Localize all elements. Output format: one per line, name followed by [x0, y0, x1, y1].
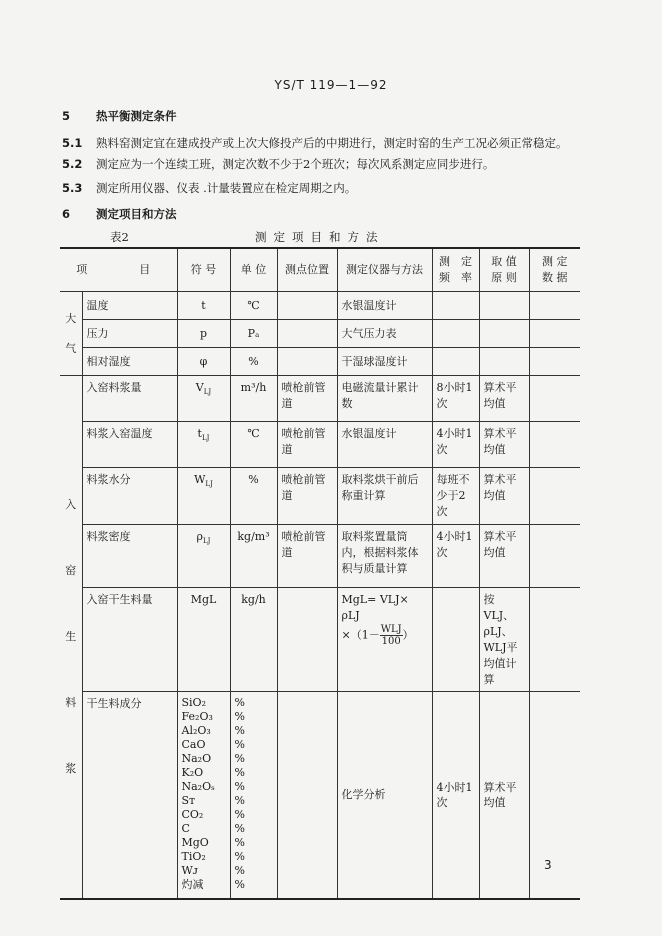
formula-suffix: ） — [402, 628, 414, 642]
symbol-cell: MgL — [177, 587, 230, 692]
rule-cell — [479, 348, 529, 376]
clause-5-1-text: 熟料窑测定宜在建成投产或上次大修投产后的中期进行，测定时窑的生产工况必须正常稳定。 — [96, 136, 568, 150]
clause-5-3-text: 测定所用仪器、仪表 .计量装置应在检定周期之内。 — [96, 181, 357, 195]
instrument-cell: 干湿球湿度计 — [337, 348, 432, 376]
category-feed-char: 入 — [65, 498, 77, 512]
instrument-cell: 取料浆烘干前后称重计算 — [337, 468, 432, 525]
component: CO₂ — [181, 808, 204, 822]
unit-cell: % — [230, 468, 277, 525]
page-number: 3 — [544, 858, 552, 872]
component: Sᴛ — [181, 794, 196, 808]
table-tag: 表2 — [110, 230, 129, 244]
clause-5-1-number: 5.1 — [62, 136, 83, 150]
header-frequency-line2: 频 率 — [439, 271, 472, 284]
clause-5-2-number: 5.2 — [62, 157, 83, 171]
item-cell: 干生料成分 — [82, 692, 177, 900]
component: Na₂O — [181, 752, 212, 766]
item-cell: 料浆入窑温度 — [82, 422, 177, 468]
point-cell — [277, 292, 337, 320]
component-unit: % — [234, 794, 245, 808]
section-6-heading — [62, 206, 177, 222]
table-row — [60, 524, 580, 587]
data-cell — [529, 320, 580, 348]
clause-5-3-number: 5.3 — [62, 181, 83, 195]
header-data — [529, 248, 580, 292]
symbol-cell: φ — [177, 348, 230, 376]
component-unit: % — [234, 710, 245, 724]
item-cell: 压力 — [82, 320, 177, 348]
rule-cell — [479, 292, 529, 320]
point-cell — [277, 692, 337, 900]
component-unit-list — [230, 692, 277, 900]
component: CaO — [181, 738, 206, 752]
item-cell: 相对湿度 — [82, 348, 177, 376]
data-cell — [529, 468, 580, 525]
formula-fraction — [380, 624, 403, 647]
table-row — [60, 348, 580, 376]
header-frequency-line1: 测 定 — [439, 255, 472, 269]
item-cell: 温度 — [82, 292, 177, 320]
point-cell: 喷枪前管道 — [277, 376, 337, 422]
formula-cell — [337, 587, 432, 692]
component-unit: % — [234, 864, 245, 878]
header-rule-line1: 取 值 — [491, 255, 517, 269]
component-unit: % — [234, 724, 245, 738]
formula-numerator: WLJ — [380, 623, 402, 635]
header-data-line2: 数 据 — [542, 271, 568, 284]
section-5-heading — [62, 108, 177, 124]
component: K₂O — [181, 766, 204, 780]
rule-cell: 算术平均值 — [479, 468, 529, 525]
component-unit: % — [234, 850, 245, 864]
component: 灼减 — [181, 878, 204, 892]
data-cell — [529, 587, 580, 692]
component-unit: % — [234, 752, 245, 766]
component: Fe₂O₃ — [181, 710, 213, 724]
symbol-cell: $W_{LJ}$ — [177, 468, 230, 525]
component-unit: % — [234, 878, 245, 892]
instrument-cell: 电磁流量计累计数 — [337, 376, 432, 422]
point-cell: 喷枪前管道 — [277, 524, 337, 587]
table-row — [60, 320, 580, 348]
table-caption: 测定项目和方法 — [255, 230, 385, 244]
item-cell: 入窑料浆量 — [82, 376, 177, 422]
symbol-cell: $t_{LJ}$ — [177, 422, 230, 468]
component-unit: % — [234, 738, 245, 752]
component: C — [181, 822, 190, 836]
point-cell: 喷枪前管道 — [277, 422, 337, 468]
component: Wᴊ — [181, 864, 199, 878]
table-row — [60, 692, 580, 900]
symbol-cell: t — [177, 292, 230, 320]
clause-5-3 — [62, 180, 356, 196]
symbol-cell: $\rho_{LJ}$ — [177, 524, 230, 587]
table-row — [60, 587, 580, 692]
data-cell — [529, 524, 580, 587]
category-kiln-feed — [60, 376, 82, 900]
header-frequency — [432, 248, 479, 292]
unit-cell: m³/h — [230, 376, 277, 422]
freq-cell: 4小时1次 — [432, 692, 479, 900]
component: SiO₂ — [181, 696, 206, 710]
instrument-cell: 取料浆置量筒内，根据料浆体积与质量计算 — [337, 524, 432, 587]
data-cell — [529, 348, 580, 376]
table-row — [60, 376, 580, 422]
freq-cell: 每班不少于2次 — [432, 468, 479, 525]
instrument-cell: 化学分析 — [337, 692, 432, 900]
component-unit: % — [234, 822, 245, 836]
unit-cell: kg/m³ — [230, 524, 277, 587]
section-5-number: 5 — [62, 109, 71, 123]
item-cell: 料浆水分 — [82, 468, 177, 525]
header-rule — [479, 248, 529, 292]
component: Na₂Oₛ — [181, 780, 215, 794]
formula-prefix: ×（1－ — [341, 628, 380, 642]
point-cell — [277, 348, 337, 376]
instrument-cell: 水银温度计 — [337, 292, 432, 320]
freq-cell — [432, 587, 479, 692]
point-cell — [277, 320, 337, 348]
data-cell — [529, 292, 580, 320]
category-atmosphere-char: 气 — [65, 341, 77, 355]
data-cell — [529, 692, 580, 900]
formula-line1: MgL= VLJ× ρLJ — [341, 592, 409, 622]
header-symbol: 符 号 — [177, 248, 230, 292]
instrument-cell: 水银温度计 — [337, 422, 432, 468]
rule-cell — [479, 320, 529, 348]
unit-cell: % — [230, 348, 277, 376]
component-unit: % — [234, 696, 245, 710]
measurement-table — [60, 247, 580, 900]
component-unit: % — [234, 836, 245, 850]
header-rule-line2: 原 则 — [491, 271, 517, 284]
rule-cell: 算术平均值 — [479, 376, 529, 422]
category-feed-char: 料 — [65, 696, 77, 710]
component-unit: % — [234, 780, 245, 794]
document-header: YS/T 119—1—92 — [274, 78, 388, 92]
unit-cell: ℃ — [230, 422, 277, 468]
data-cell — [529, 422, 580, 468]
category-feed-char: 生 — [65, 630, 77, 644]
table-row — [60, 422, 580, 468]
header-data-line1: 测 定 — [542, 255, 568, 269]
category-feed-char: 浆 — [65, 762, 77, 776]
header-item: 项 目 — [60, 248, 177, 292]
header-unit: 单 位 — [230, 248, 277, 292]
component-list — [177, 692, 230, 900]
symbol-cell: p — [177, 320, 230, 348]
clause-5-2 — [62, 156, 494, 172]
point-cell — [277, 587, 337, 692]
component-unit: % — [234, 766, 245, 780]
data-cell — [529, 376, 580, 422]
component: MgO — [181, 836, 209, 850]
item-cell: 料浆密度 — [82, 524, 177, 587]
clause-5-1 — [62, 135, 568, 151]
rule-cell: 算术平均值 — [479, 692, 529, 900]
table-row — [60, 292, 580, 320]
table-row — [60, 468, 580, 525]
point-cell: 喷枪前管道 — [277, 468, 337, 525]
instrument-cell: 大气压力表 — [337, 320, 432, 348]
category-atmosphere-char: 大 — [65, 311, 77, 325]
formula-line2 — [342, 624, 428, 647]
section-6-title: 测定项目和方法 — [96, 207, 177, 221]
clause-5-2-text: 测定应为一个连续工班，测定次数不少于2个班次；每次风系测定应同步进行。 — [96, 157, 495, 171]
freq-cell: 4小时1次 — [432, 524, 479, 587]
unit-cell: kg/h — [230, 587, 277, 692]
freq-cell: 4小时1次 — [432, 422, 479, 468]
freq-cell: 8小时1次 — [432, 376, 479, 422]
category-feed-char: 窑 — [65, 564, 77, 578]
rule-cell: 算术平均值 — [479, 422, 529, 468]
header-point: 测点位置 — [277, 248, 337, 292]
component: Al₂O₃ — [181, 724, 211, 738]
unit-cell: Pₐ — [230, 320, 277, 348]
section-6-number: 6 — [62, 207, 71, 221]
item-cell: 入窑干生料量 — [82, 587, 177, 692]
component: TiO₂ — [181, 850, 206, 864]
category-atmosphere — [60, 292, 82, 376]
freq-cell — [432, 292, 479, 320]
rule-cell: 按VLJ、ρLJ、WLJ平均值计算 — [479, 587, 529, 692]
rule-cell: 算术平均值 — [479, 524, 529, 587]
header-instrument: 测定仪器与方法 — [337, 248, 432, 292]
table-header-row — [60, 248, 580, 292]
formula-denominator: 100 — [381, 635, 401, 647]
freq-cell — [432, 320, 479, 348]
section-5-title: 热平衡测定条件 — [96, 109, 177, 123]
freq-cell — [432, 348, 479, 376]
component-unit: % — [234, 808, 245, 822]
unit-cell: ℃ — [230, 292, 277, 320]
symbol-cell: $V_{LJ}$ — [177, 376, 230, 422]
